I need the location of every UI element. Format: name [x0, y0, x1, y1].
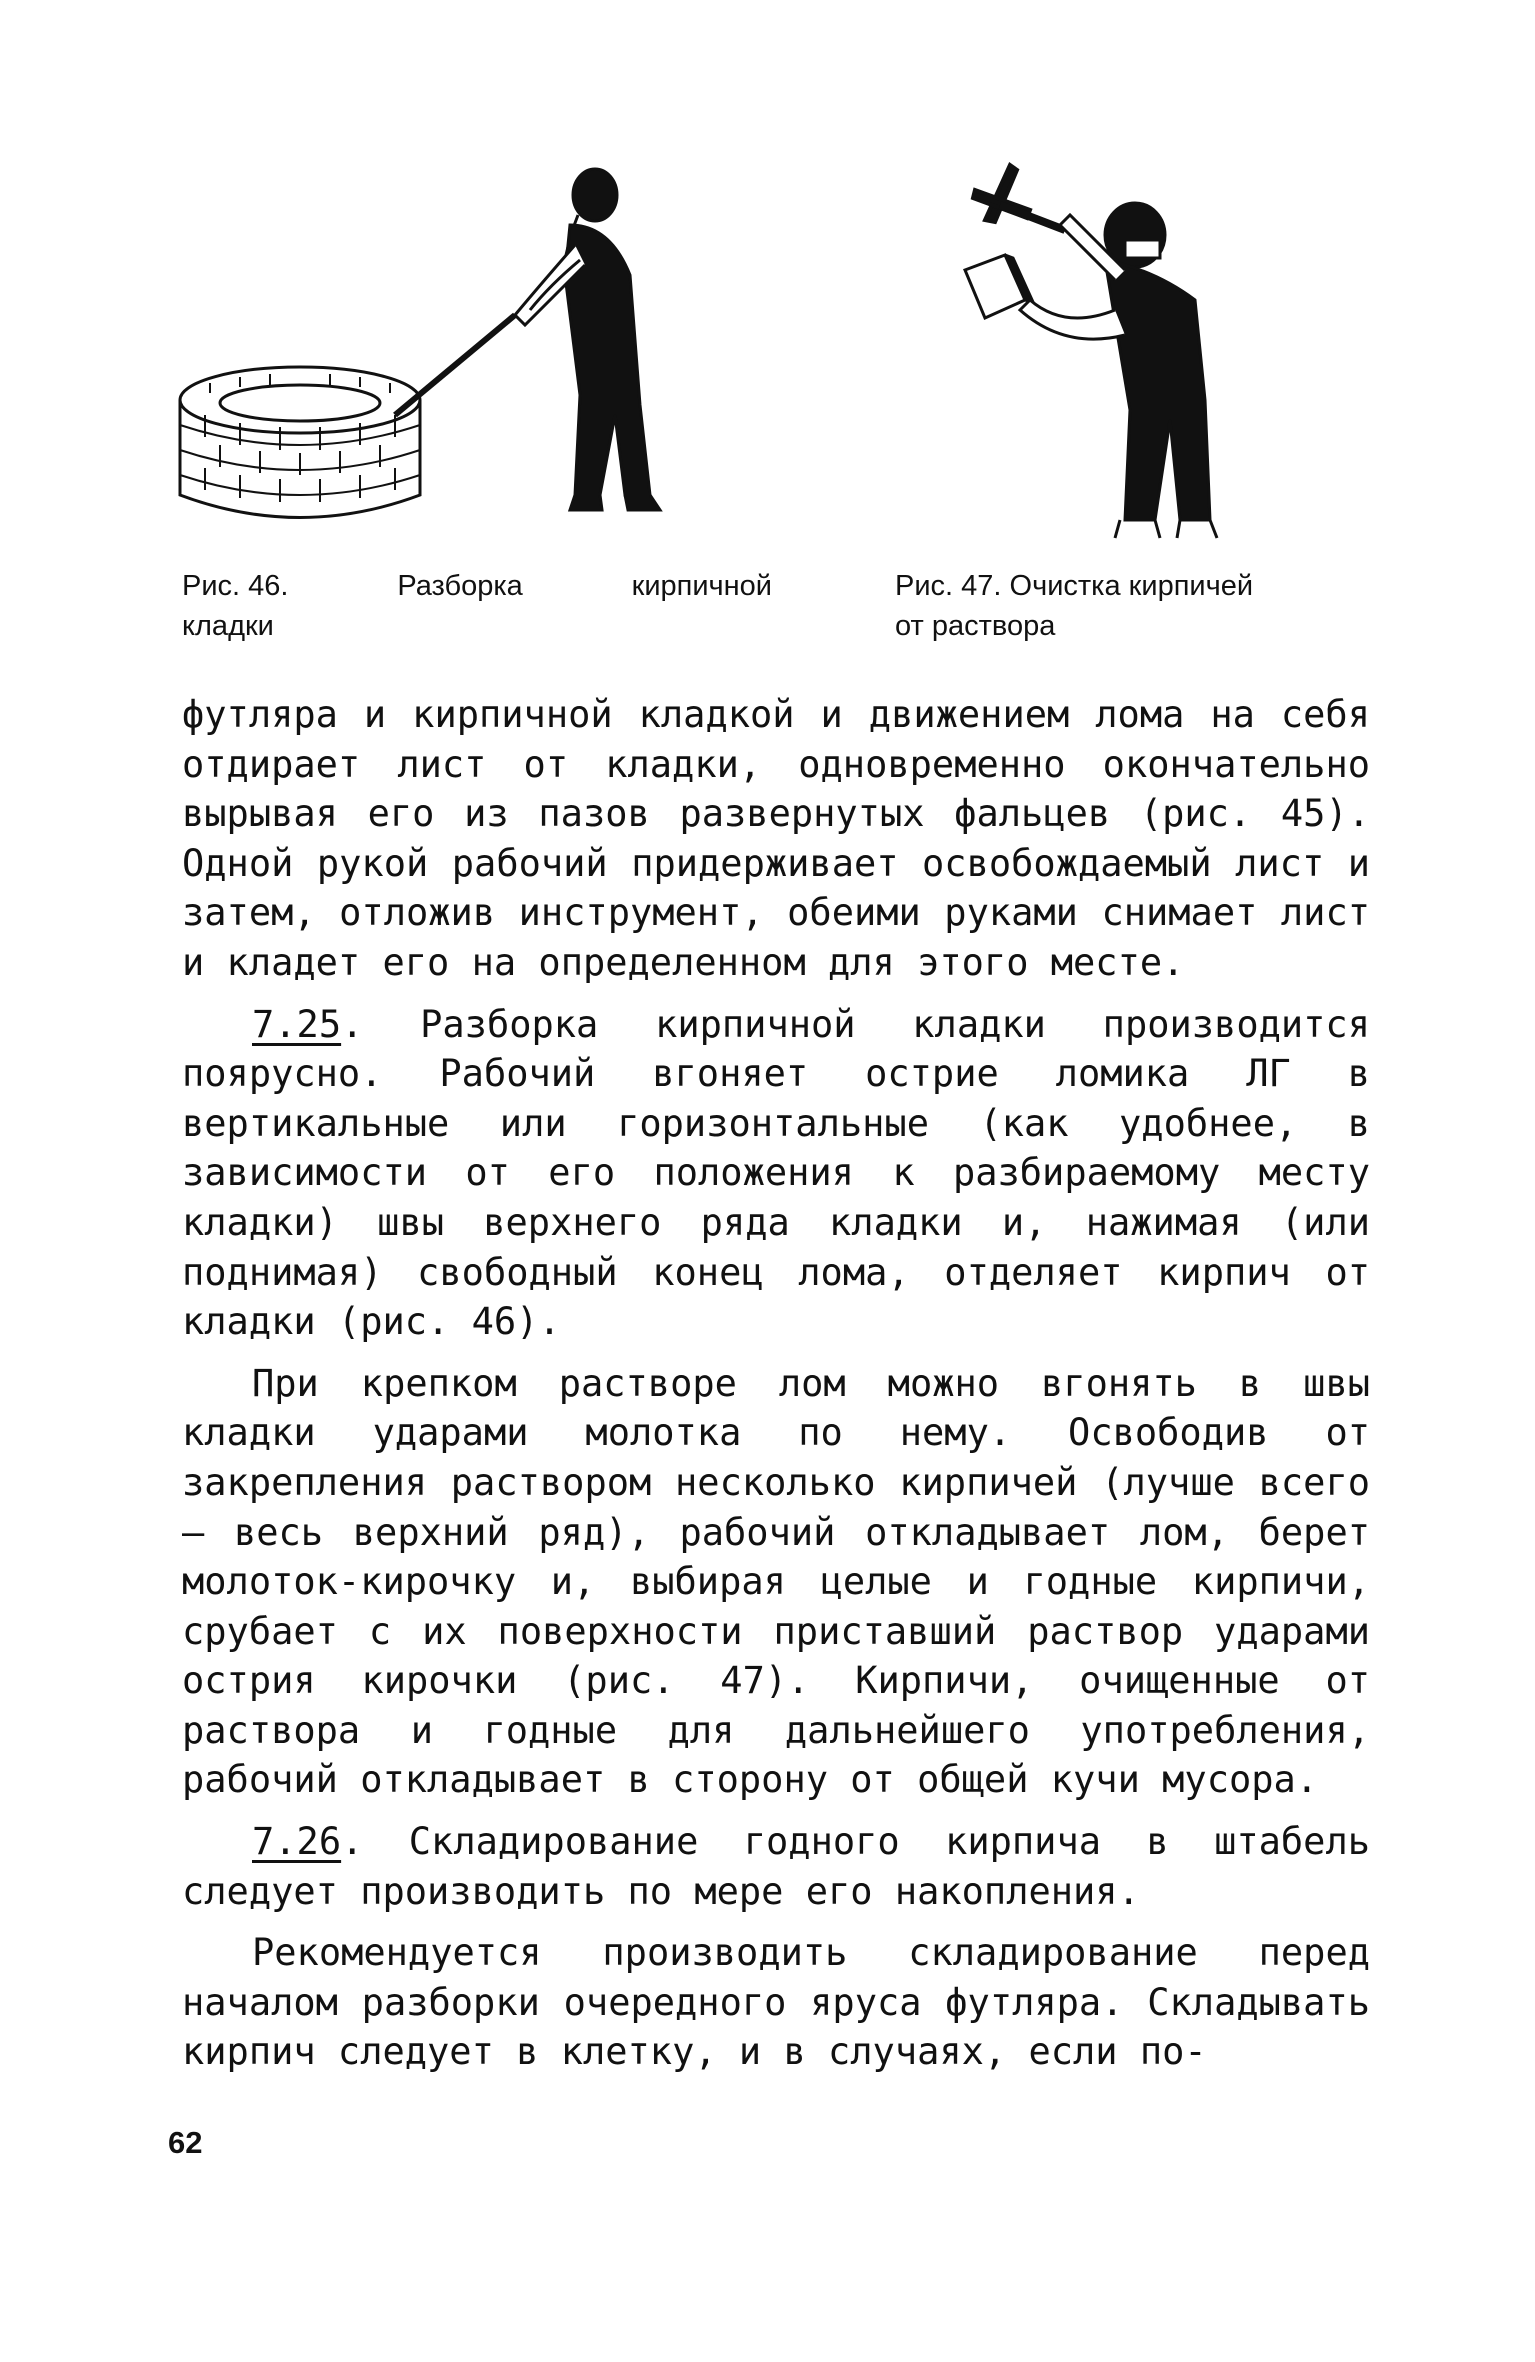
- paragraph-7-25-text: . Разборка кирпичной кладки производится поярусно. Рабочий вгоняет острие ломика ЛГ в вертикальные или горизонтальные (как удобнее, в зависимости от его положения к разбираемому месту кладки) швы верхнего ряда кладки и, нажимая (или поднимая) свободный конец лома, отделяет кирпич от кладки (рис. 46).: [182, 1002, 1370, 1344]
- page-number: 62: [168, 2125, 203, 2160]
- paragraph-5: Рекомендуется производить складирование перед началом разборки очередного яруса футляра. Складывать кирпич следует в клетку, и в случаях, если по-: [182, 1931, 1370, 2074]
- paragraph-1: футляра и кирпичной кладкой и движением лома на себя отдирает лист от кладки, одновременно окончательно вырывая его из пазов развернутых фальцев (рис. 45). Одной рукой рабочий придерживает освобождаемый лист и затем, отложив инструмент, обеими руками снимает лист и кладет его на определенном для этого месте.: [182, 693, 1370, 984]
- brick-ring-drawing: [180, 367, 420, 518]
- figure-47-title-line-2: от раствора: [895, 610, 1056, 642]
- figure-46-title-word-1: Разборка: [397, 570, 523, 602]
- paragraph-7-25: [182, 1000, 1370, 1347]
- figure-46-illustration: [170, 165, 715, 545]
- figure-47-illustration: [955, 160, 1245, 540]
- section-number-7-25: 7.25: [252, 1002, 342, 1046]
- page-body-text: [182, 690, 1370, 2077]
- paragraph-3: При крепком растворе лом можно вгонять в швы кладки ударами молотка по нему. Освободив от закрепления раствором несколько кирпичей (лучше всего – весь верхний ряд), рабочий откладывает лом, берет молоток-кирочку и, выбирая целые и годные кирпичи, срубает с их поверхности приставший раствор ударами острия кирочки (рис. 47). Кирпичи, очищенные от раствора и годные для дальнейшего употребления, рабочий откладывает в сторону от общей кучи мусора.: [182, 1361, 1370, 1802]
- hammer-pick-drawing: [973, 165, 1065, 230]
- figure-46-number: Рис. 46.: [182, 570, 289, 602]
- worker-drawing-2: [1020, 203, 1217, 538]
- paragraph-7-26: [182, 1817, 1370, 1916]
- section-number-7-26: 7.26: [252, 1820, 342, 1864]
- figure-46-title-word-2: кирпичной: [631, 570, 772, 602]
- figure-46-caption: [182, 566, 782, 646]
- crowbar-drawing: [395, 315, 515, 415]
- paragraph-7-26-text: . Складирование годного кирпича в штабель следует производить по мере его накопления.: [182, 1820, 1370, 1913]
- figure-47-caption: [895, 566, 1375, 646]
- figure-46-title-line-2: кладки: [182, 610, 274, 642]
- figure-47-title-line-1: Рис. 47. Очистка кирпичей: [895, 570, 1254, 602]
- worker-drawing: [515, 169, 660, 510]
